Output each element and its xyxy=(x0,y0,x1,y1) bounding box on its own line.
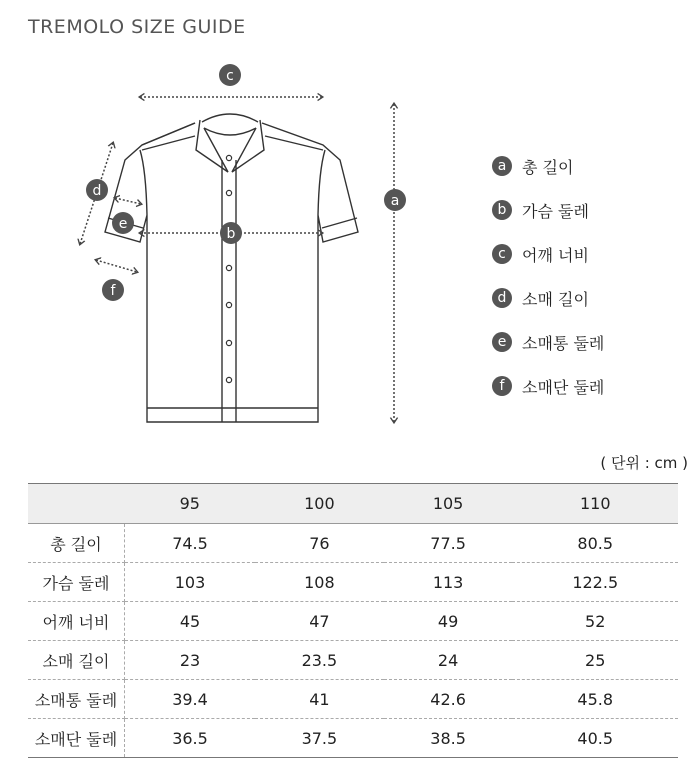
size-header: 100 xyxy=(255,484,384,524)
marker-c xyxy=(219,64,241,86)
table-row xyxy=(28,563,678,602)
legend-label: 소매통 둘레 xyxy=(522,333,605,353)
table-cell: 38.5 xyxy=(384,719,513,758)
svg-text:e: e xyxy=(118,216,128,232)
table-cell: 76 xyxy=(255,524,384,563)
button-icon xyxy=(226,377,231,382)
legend-label: 소매 길이 xyxy=(522,289,589,309)
page-title: TREMOLO SIZE GUIDE xyxy=(28,16,246,38)
legend-label: 가슴 둘레 xyxy=(522,201,589,221)
marker-e xyxy=(112,212,134,234)
size-header: 105 xyxy=(384,484,513,524)
table-cell: 41 xyxy=(255,680,384,719)
measure-line-e xyxy=(115,198,141,204)
svg-text:b: b xyxy=(226,226,236,242)
table-cell: 103 xyxy=(125,563,256,602)
svg-text:f: f xyxy=(110,283,116,299)
button-icon xyxy=(226,265,231,270)
table-cell: 42.6 xyxy=(384,680,513,719)
row-label: 소매 길이 xyxy=(28,641,125,680)
marker-a xyxy=(384,189,406,211)
row-label: 총 길이 xyxy=(28,524,125,563)
legend-item-c xyxy=(492,232,604,276)
table-cell: 74.5 xyxy=(125,524,256,563)
badge-d: d xyxy=(492,288,512,308)
table-row xyxy=(28,602,678,641)
measurement-legend xyxy=(492,144,604,408)
size-header: 95 xyxy=(125,484,256,524)
svg-text:d: d xyxy=(92,183,102,199)
table-cell: 40.5 xyxy=(512,719,678,758)
legend-item-f xyxy=(492,364,604,408)
badge-b: b xyxy=(492,200,512,220)
table-corner xyxy=(28,484,125,524)
svg-text:c: c xyxy=(226,68,234,84)
table-cell: 45 xyxy=(125,602,256,641)
table-cell: 47 xyxy=(255,602,384,641)
row-label: 어깨 너비 xyxy=(28,602,125,641)
table-cell: 36.5 xyxy=(125,719,256,758)
legend-label: 소매단 둘레 xyxy=(522,377,605,397)
table-cell: 80.5 xyxy=(512,524,678,563)
table-header-row xyxy=(28,484,678,524)
legend-item-d xyxy=(492,276,604,320)
badge-a: a xyxy=(492,156,512,176)
button-icon xyxy=(226,155,231,160)
table-row xyxy=(28,680,678,719)
table-cell: 108 xyxy=(255,563,384,602)
table-cell: 39.4 xyxy=(125,680,256,719)
size-header: 110 xyxy=(512,484,678,524)
table-cell: 23.5 xyxy=(255,641,384,680)
measure-line-f xyxy=(96,260,137,272)
table-cell: 25 xyxy=(512,641,678,680)
legend-label: 어깨 너비 xyxy=(522,245,589,265)
button-icon xyxy=(226,340,231,345)
table-cell: 37.5 xyxy=(255,719,384,758)
table-cell: 113 xyxy=(384,563,513,602)
table-row xyxy=(28,641,678,680)
size-table xyxy=(28,483,678,758)
row-label: 소매단 둘레 xyxy=(28,719,125,758)
table-row xyxy=(28,719,678,758)
badge-c: c xyxy=(492,244,512,264)
table-cell: 52 xyxy=(512,602,678,641)
button-icon xyxy=(226,190,231,195)
row-label: 소매통 둘레 xyxy=(28,680,125,719)
badge-f: f xyxy=(492,376,512,396)
table-cell: 122.5 xyxy=(512,563,678,602)
table-cell: 24 xyxy=(384,641,513,680)
legend-item-b xyxy=(492,188,604,232)
table-cell: 23 xyxy=(125,641,256,680)
table-row xyxy=(28,524,678,563)
marker-f xyxy=(102,279,124,301)
row-label: 가슴 둘레 xyxy=(28,563,125,602)
table-cell: 77.5 xyxy=(384,524,513,563)
svg-text:a: a xyxy=(390,193,400,209)
marker-b xyxy=(220,222,242,244)
legend-item-a xyxy=(492,144,604,188)
button-icon xyxy=(226,302,231,307)
marker-d xyxy=(86,179,108,201)
badge-e: e xyxy=(492,332,512,352)
table-cell: 45.8 xyxy=(512,680,678,719)
legend-item-e xyxy=(492,320,604,364)
unit-label: ( 단위 : cm ) xyxy=(600,454,688,472)
legend-label: 총 길이 xyxy=(522,157,574,177)
table-cell: 49 xyxy=(384,602,513,641)
